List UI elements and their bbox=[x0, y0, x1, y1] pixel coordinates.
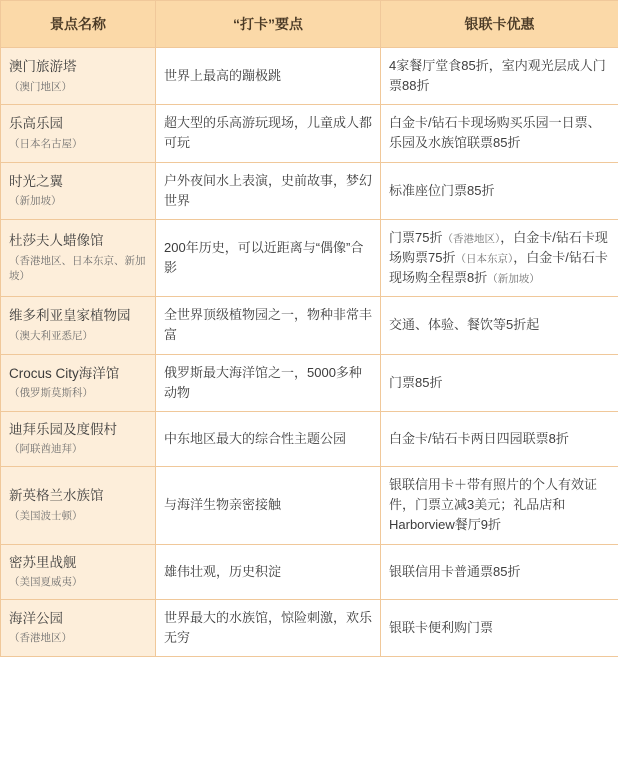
table-row bbox=[1, 354, 618, 411]
table-body bbox=[1, 48, 618, 657]
attraction-location: （香港地区、日本东京、新加坡） bbox=[9, 254, 146, 283]
column-header-highlight: “打卡”要点 bbox=[156, 1, 381, 48]
attraction-name-cell bbox=[1, 219, 156, 296]
highlight-cell: 200年历史，可以近距离与“偶像”合影 bbox=[156, 219, 381, 296]
table-header-row bbox=[1, 1, 618, 48]
highlight-cell: 俄罗斯最大海洋馆之一，5000多种动物 bbox=[156, 354, 381, 411]
highlight-cell: 户外夜间水上表演，史前故事，梦幻世界 bbox=[156, 162, 381, 219]
attraction-name: 迪拜乐园及度假村 bbox=[9, 421, 117, 437]
attraction-name: 密苏里战舰 bbox=[9, 554, 77, 570]
attraction-name: 澳门旅游塔 bbox=[9, 58, 77, 74]
attraction-name-cell bbox=[1, 297, 156, 354]
offer-text-part: 门票75折 bbox=[389, 229, 443, 245]
offer-text-part: （香港地区） bbox=[442, 232, 501, 245]
attraction-name-cell bbox=[1, 544, 156, 599]
highlight-cell: 超大型的乐高游玩现场，儿童成人都可玩 bbox=[156, 105, 381, 162]
attraction-name-cell bbox=[1, 105, 156, 162]
table-row bbox=[1, 105, 618, 162]
table-row bbox=[1, 219, 618, 296]
attraction-location: （澳大利亚悉尼） bbox=[9, 329, 93, 342]
column-header-unionpay-offer: 银联卡优惠 bbox=[381, 1, 618, 48]
attraction-name-cell bbox=[1, 411, 156, 466]
table-row bbox=[1, 544, 618, 599]
attraction-name: 乐高乐园 bbox=[9, 116, 63, 132]
table-row bbox=[1, 48, 618, 105]
offer-text-part: （新加坡） bbox=[487, 273, 540, 286]
highlight-cell: 世界最大的水族馆，惊险刺激，欢乐无穷 bbox=[156, 599, 381, 656]
attraction-name-cell bbox=[1, 162, 156, 219]
attraction-location: （日本名古屋） bbox=[9, 137, 83, 150]
offer-text-part: ，白金卡/钻石卡现场购全程票8折 bbox=[389, 249, 608, 286]
attraction-name: 时光之翼 bbox=[9, 173, 63, 189]
column-header-attraction-name: 景点名称 bbox=[1, 1, 156, 48]
table-row bbox=[1, 162, 618, 219]
attraction-name: 维多利亚皇家植物园 bbox=[9, 308, 131, 324]
highlight-cell: 中东地区最大的综合性主题公园 bbox=[156, 411, 381, 466]
attraction-location: （美国夏威夷） bbox=[9, 576, 83, 589]
highlight-cell: 雄伟壮观，历史积淀 bbox=[156, 544, 381, 599]
unionpay-offer-cell bbox=[381, 219, 618, 296]
attraction-name: Crocus City海洋馆 bbox=[9, 365, 120, 381]
offer-text-part: （日本东京） bbox=[455, 252, 514, 265]
attraction-location: （香港地区） bbox=[9, 632, 72, 645]
unionpay-offer-cell: 银联卡便利购门票 bbox=[381, 599, 618, 656]
attraction-name-cell bbox=[1, 599, 156, 656]
attraction-name-cell bbox=[1, 354, 156, 411]
attraction-name: 杜莎夫人蜡像馆 bbox=[9, 233, 104, 249]
attraction-name-cell bbox=[1, 48, 156, 105]
attraction-location: （阿联酋迪拜） bbox=[9, 443, 83, 456]
offer-text-part: ，白金卡/钻石卡现场购票75折 bbox=[389, 229, 608, 265]
attraction-name-cell bbox=[1, 467, 156, 544]
table-row bbox=[1, 297, 618, 354]
unionpay-offer-cell: 银联信用卡普通票85折 bbox=[381, 544, 618, 599]
table-header bbox=[1, 1, 618, 48]
attraction-location: （澳门地区） bbox=[9, 80, 72, 93]
attraction-location: （俄罗斯莫斯科） bbox=[9, 387, 93, 400]
highlight-cell: 全世界顶级植物园之一，物种非常丰富 bbox=[156, 297, 381, 354]
unionpay-offer-cell: 银联信用卡＋带有照片的个人有效证件，门票立减3美元；礼品店和Harborview餐厅9折 bbox=[381, 467, 618, 544]
attraction-location: （美国波士顿） bbox=[9, 509, 83, 522]
unionpay-offer-cell: 交通、体验、餐饮等5折起 bbox=[381, 297, 618, 354]
attraction-location: （新加坡） bbox=[9, 195, 62, 208]
unionpay-offer-cell: 4家餐厅堂食85折，室内观光层成人门票88折 bbox=[381, 48, 618, 105]
attraction-name: 海洋公园 bbox=[9, 610, 63, 626]
unionpay-offer-cell: 白金卡/钻石卡两日四园联票8折 bbox=[381, 411, 618, 466]
table-row bbox=[1, 599, 618, 656]
highlight-cell: 与海洋生物亲密接触 bbox=[156, 467, 381, 544]
table-row bbox=[1, 467, 618, 544]
unionpay-offer-cell: 标准座位门票85折 bbox=[381, 162, 618, 219]
unionpay-offer-cell: 门票85折 bbox=[381, 354, 618, 411]
attraction-name: 新英格兰水族馆 bbox=[9, 488, 104, 504]
highlight-cell: 世界上最高的蹦极跳 bbox=[156, 48, 381, 105]
table-row bbox=[1, 411, 618, 466]
unionpay-offer-cell: 白金卡/钻石卡现场购买乐园一日票、乐园及水族馆联票85折 bbox=[381, 105, 618, 162]
